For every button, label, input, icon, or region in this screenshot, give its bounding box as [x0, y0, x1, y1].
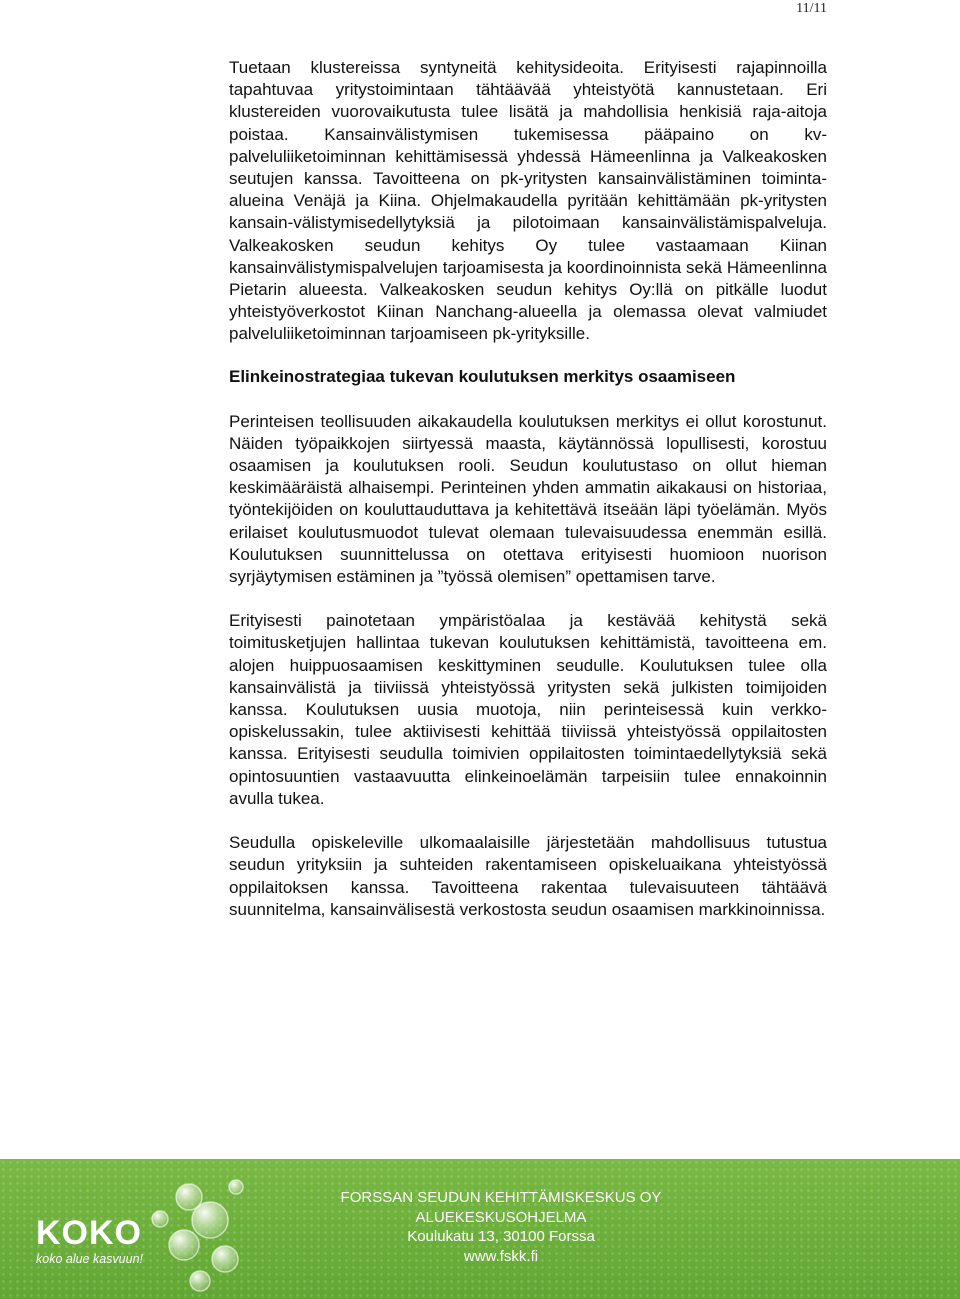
- koko-logo: [0, 1159, 280, 1299]
- footer-website-link[interactable]: www.fskk.fi: [463, 1247, 539, 1265]
- footer-program: ALUEKESKUSOHJELMA: [415, 1208, 587, 1226]
- footer-org-name: FORSSAN SEUDUN KEHITTÄMISKESKUS OY: [340, 1189, 662, 1206]
- page-footer: [0, 1159, 960, 1299]
- logo-slogan: koko alue kasvuun!: [36, 1252, 144, 1266]
- page-number: 11/11: [796, 1, 827, 16]
- section-heading: Elinkeinostrategiaa tukevan koulutuksen merkitys osaamiseen: [229, 366, 736, 386]
- footer-contact-info: [301, 1188, 701, 1266]
- footer-address: Koulukatu 13, 30100 Forssa: [407, 1228, 595, 1245]
- document-body: [229, 57, 827, 921]
- paragraph-environment-focus: Erityisesti painotetaan ympäristöalaa ja kestävää kehitystä sekä toimitusketjujen hallintaa tukevan koulutuksen kehittämistä, tavoitteena em. alojen huippuosaamisen keskittyminen seudulle. Koulutuksen tulee olla kansainvälistä ja tiiviissä yhteistyössä yritysten sekä julkisten toimijoiden kanssa. Koulutuksen uusia muotoja, niin perinteisessä kuin verkko-opiskelussakin, tulee aktiivisesti kehittää tiiviissä yhteistyössä oppilaitosten kanssa. Erityisesti seudulla toimivien oppilaitosten toimintaedellytyksiä sekä opintosuuntien vastaavuutta elinkeinoelämän tarpeisiin tulee ennakoinnin avulla tukea.: [229, 611, 827, 808]
- logo-wordmark: KOKO: [36, 1214, 142, 1252]
- paragraph-foreign-students: Seudulla opiskeleville ulkomaalaisille järjestetään mahdollisuus tutustua seudun yrityksiin ja suhteiden rakentamiseen opiskeluaikana yhteistyössä oppilaitoksen kanssa. Tavoitteena rakentaa tulevaisuuteen tähtäävä suunnitelma, kansainvälisestä verkostosta seudun osaamisen markkinoinnissa.: [229, 833, 827, 919]
- paragraph-education-importance: Perinteisen teollisuuden aikakaudella koulutuksen merkitys ei ollut korostunut. Näiden työpaikkojen siirtyessä maasta, käytännössä lopullisesti, korostuu osaamisen ja koulutuksen rooli. Seudun koulutustaso on ollut hieman keskimääräistä alhaisempi. Perinteinen yhden ammatin aikakausi on historiaa, työntekijöiden on kouluttauduttava ja kehitettävä itseään läpi työelämän. Myös erilaiset koulutusmuodot tulevat olemaan tulevaisuudessa enemmän esillä. Koulutuksen suunnittelussa on otettava erityisesti huomioon nuorison syrjäytymisen estäminen ja ”työssä olemisen” opettamisen tarve.: [229, 411, 827, 587]
- paragraph-cluster-development: Tuetaan klustereissa syntyneitä kehitysideoita. Erityisesti rajapinnoilla tapahtuvaa yritystoimintaan tähtäävää yhteistyötä kannustetaan. Eri klustereiden vuorovaikutusta tulee lisätä ja mahdollisia henkisiä raja-aitoja poistaa. Kansainvälistymisen tukemisessa pääpaino on kv-palveluliiketoiminnan kehittämisessä yhdessä Hämeenlinna ja Valkeakosken seutujen kanssa. Tavoitteena on pk-yritysten kansainvälistäminen toiminta-alueina Venäjä ja Kiina. Ohjelmakaudella pyritään kehittämään pk-yritysten kansain-välistymisedellytyksiä ja pilotoimaan kansainvälistämispalveluja. Valkeakosken seudun kehitys Oy tulee vastaamaan Kiinan kansainvälistymispalvelujen tarjoamisesta ja koordinoinnista sekä Hämeenlinna Pietarin alueesta. Valkeakosken seudun kehitys Oy:llä on pitkälle luodut yhteistyöverkostot Kiinan Nanchang-alueella ja olemassa olevat valmiudet palveluliiketoiminnan tarjoamiseen pk-yrityksille.: [229, 58, 827, 344]
